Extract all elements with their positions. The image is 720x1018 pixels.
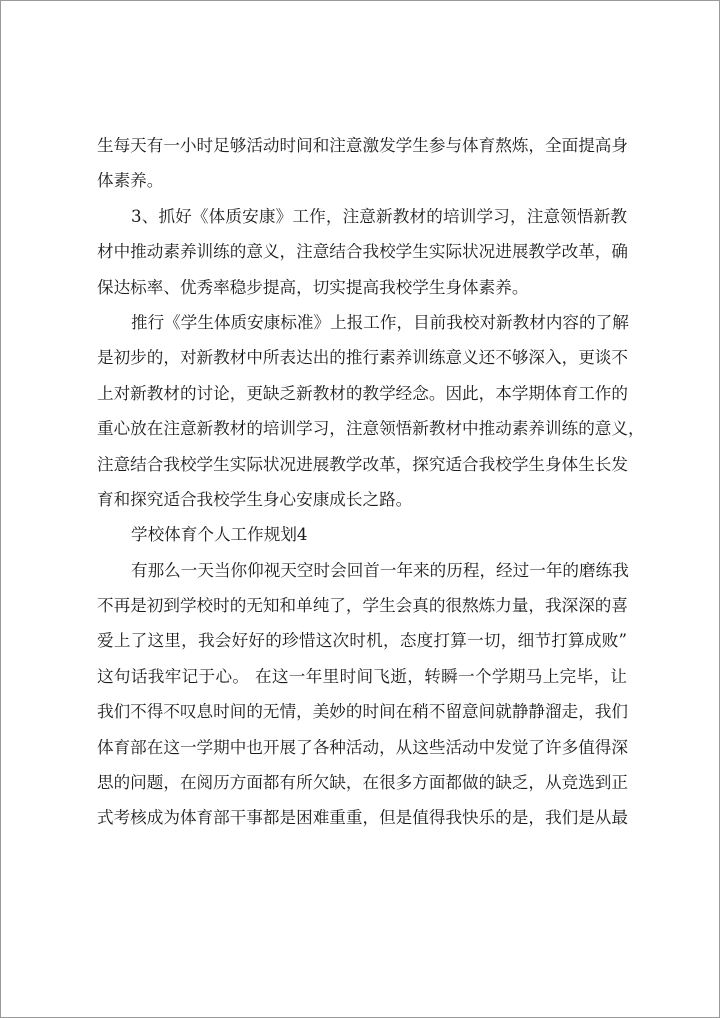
text-line: 我们不得不叹息时间的无情，美妙的时间在稍不留意间就静静溜走，我们 — [97, 702, 628, 722]
text-line: 体素养。 — [97, 171, 164, 191]
text-line: 式考核成为体育部干事都是困难重重，但是值得我快乐的是，我们是从最 — [97, 808, 628, 828]
document-body — [97, 128, 645, 836]
text-line: 推行《学生体质安康标准》上报工作，目前我校对新教材内容的了解 — [131, 312, 629, 332]
text-line: 注意结合我校学生实际状况进展教学改革，探究适合我校学生身体生长发 — [97, 454, 628, 474]
text-line: 3、抓好《体质安康》工作，注意新教材的培训学习，注意领悟新教 — [131, 206, 627, 226]
text-line: 体育部在这一学期中也开展了各种活动，从这些活动中发觉了许多值得深 — [97, 737, 628, 757]
text-line: 上对新教材的讨论，更缺乏新教材的教学经念。因此，本学期体育工作的 — [97, 383, 628, 403]
text-line: 保达标率、优秀率稳步提高，切实提高我校学生身体素养。 — [97, 277, 529, 297]
text-line: 材中推动素养训练的意义，注意结合我校学生实际状况进展教学改革，确 — [97, 242, 628, 262]
text-line: 这句话我牢记于心。 在这一年里时间飞逝，转瞬一个学期马上完毕，让 — [97, 666, 627, 686]
section-heading: 学校体育个人工作规划4 — [131, 525, 308, 545]
text-line: 不再是初到学校时的无知和单纯了，学生会真的很熬炼力量，我深深的喜 — [97, 596, 628, 616]
text-line: 爱上了这里，我会好好的珍惜这次时机，态度打算一切，细节打算成败” — [97, 631, 627, 651]
text-line: 有那么一天当你仰视天空时会回首一年来的历程，经过一年的磨练我 — [131, 560, 629, 580]
text-line: 思的问题，在阅历方面都有所欠缺，在很多方面都做的缺乏，从竞选到正 — [97, 773, 628, 793]
text-line: 育和探究适合我校学生身心安康成长之路。 — [97, 489, 413, 509]
text-line: 是初步的，对新教材中所表达出的推行素养训练意义还不够深入，更谈不 — [97, 348, 628, 368]
text-line: 重心放在注意新教材的培训学习，注意领悟新教材中推动素养训练的意义， — [97, 419, 645, 439]
text-line: 生每天有一小时足够活动时间和注意激发学生参与体育熬炼，全面提高身 — [97, 136, 628, 155]
